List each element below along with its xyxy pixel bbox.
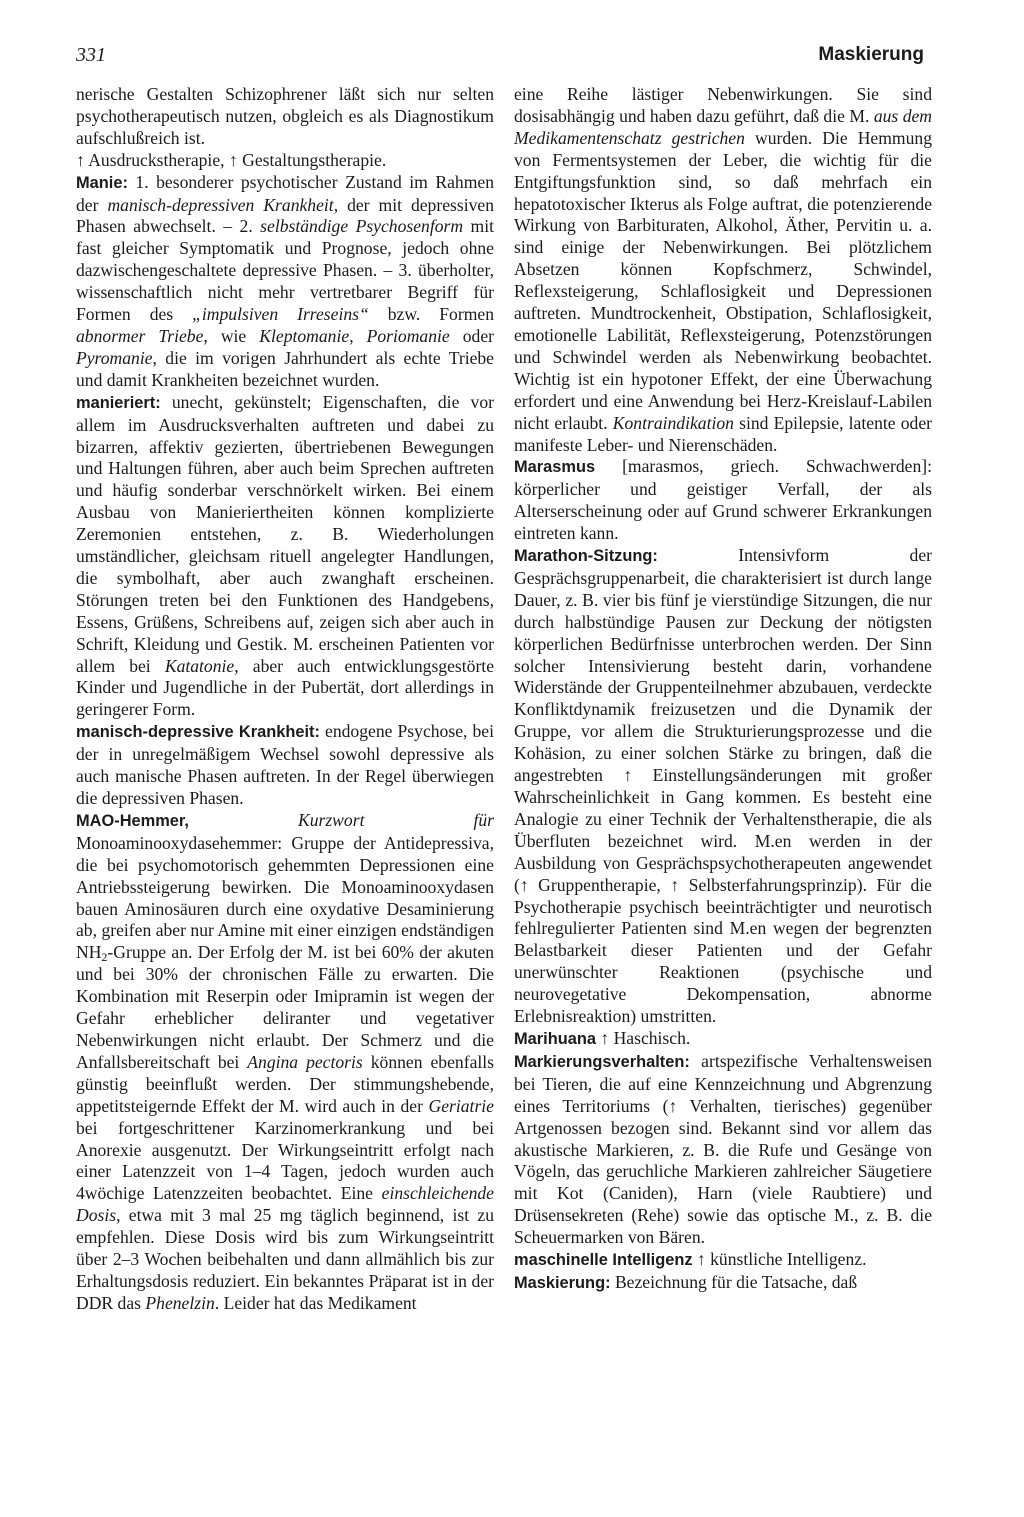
entry-term: Markierungsverhalten: (514, 1052, 690, 1071)
text: , wie (203, 325, 260, 346)
text: , die im vorigen Jahrhundert als echte Triebe und damit Krankheiten bezeichnet wurden. (76, 347, 494, 390)
text: -Gruppe an. Der Erfolg der M. ist bei 60% der akuten und bei 30% der chronischen Fälle zu erwarten. Die Kombination mit Reserpin oder Imipramin ist wegen der Gefahr erheblicher deliranter und vegetativer Nebenwirkungen nicht erlaubt. Der Schmerz und die Anfallsbereitschaft bei (76, 942, 494, 1072)
text: unecht, gekünstelt; Eigenschaften, die vor allem im Ausdrucksverhalten auftreten und dabei zu bizarren, affektiv gezierten, übertriebenen Bewegungen und Haltungen führen, aber auch beim Sprechen auftreten und häufig sonderbar verschnörkelt wirken. Bei einem Ausbau von Manieriertheiten können komplizierte Zeremonien entstehen, z. B. Wiederholungen umständlicher, gleichsam rituell angelegter Handlungen, die symbolhaft, aber auch zwanghaft erscheinen. Störungen treten bei den Funktionen des Handgebens, Essens, Grüßens, Schreibens auf, zeigen sich aber auch in Schrift, Kleidung und Gestik. M. erscheinen Patienten vor allem bei (76, 391, 494, 676)
entry-term: Maskierung: (514, 1273, 611, 1292)
entry-term: Marasmus (514, 458, 596, 477)
entry-term: maschinelle Intelligenz (514, 1251, 693, 1270)
entry-maschinelle-intelligenz (514, 1249, 932, 1272)
italic-text: Kurzwort für (188, 809, 494, 830)
text: ↑ Haschisch. (595, 1027, 691, 1048)
text: Monoaminooxydasehemmer: Gruppe der Antidepressiva, die bei psychomotorisch gehemmten Depressionen eine Antriebssteigerung bewirken. Die Monoaminooxydasen bauen Aminosäuren durch eine oxydative Desaminierung ab, greifen aber nur Amine mit einer einzigen endständigen NH (76, 832, 494, 963)
text: oder (449, 325, 494, 346)
entry-mao-hemmer (76, 810, 494, 1315)
italic-text: Phenelzin (145, 1292, 215, 1313)
continued-paragraph (76, 84, 494, 150)
text: bzw. Formen (368, 304, 494, 325)
text: bei fortgeschrittener Karzinomerkrankung und bei Anorexie ausgenutzt. Der Wirkungseintritt erfolgt nach einer Latenzzeit von 1–4 Tagen, jedoch wurden auch 4wöchige Latenzzeiten beobachtet. Eine (76, 1117, 494, 1204)
text: . Leider hat das Medikament (214, 1292, 417, 1313)
italic-text: manisch-depressiven Krankheit (107, 194, 334, 215)
entry-marihuana (514, 1028, 932, 1051)
text: artspezifische Verhaltensweisen bei Tieren, die auf eine Kennzeichnung und Abgrenzung eines Territoriums (↑ Verhalten, tierisches) gegenüber Artgenossen bezogen sind. Bekannt sind vor allem das akustische Markieren, z. B. die Rufe und Gesänge von Vögeln, das geruchliche Markieren zahlreicher Säugetiere mit Kot (Caniden), Harn (viele Raubtiere) und Drüsensekreten (Rehe) sowie das optische M., z. B. die Scheuermarken von Bären. (514, 1050, 932, 1248)
entry-marathon-sitzung (514, 545, 932, 1028)
entry-term: Marihuana (514, 1029, 596, 1048)
text: sind Epilepsie, latente oder manifeste Leber- und Nierenschäden. (514, 412, 932, 455)
entry-term: Manie: (76, 173, 128, 192)
entry-maskierung (514, 1272, 932, 1295)
text: 1. besonderer psychotischer Zustand im Rahmen der (76, 171, 494, 215)
running-head: Maskierung (818, 44, 924, 65)
entry-manie (76, 172, 494, 392)
text: [marasmos, griech. Schwachwerden]: körperlicher und geistiger Verfall, der als Alterserscheinung oder auf Grund schwerer Erkrankungen eintreten kann. (514, 456, 932, 544)
text: Intensivform der Gesprächsgruppenarbeit, die charakterisiert ist durch lange Dauer, z. B. vier bis fünf je vierstündige Sitzungen, die nur durch halbstündige Pausen zur Deckung der nötigsten körperlichen Bedürfnisse unterbrochen werden. Der Sinn solcher Intensivierung besteht darin, vorhandene Widerstände der Gruppenteilnehmer abzubauen, verdeckte Konfliktdynamik freizusetzen und die Dynamik der Gruppe, vor allem die Strukturierungsprozesse und die Kohäsion, zu einer solchen Stärke zu bringen, daß die angestrebten ↑ Einstellungsänderungen mit großer Wahrscheinlichkeit in Gang kommen. Es besteht eine Analogie zu einer Technik der Verhaltenstherapie, die als Überfluten bezeichnet wird. M.en werden in der Ausbildung von Gesprächspsychotherapeuten angewendet (↑ Gruppentherapie, ↑ Selbsterfahrungsprinzip). Für die Psychotherapie psychisch beeinträchtigter und neurotisch fehlregulierter Patienten sind M.en wegen der begrenzten Belastbarkeit dieser Patienten und der Gefahr unerwünschter Reaktionen (psychische und neurovegetative Dekompensation, abnorme Erlebnisreaktion) umstritten. (514, 545, 932, 1027)
page-number: 331 (76, 44, 106, 66)
entry-term: manisch-depressive Krankheit: (76, 723, 320, 742)
continued-paragraph (514, 84, 932, 456)
text: ↑ Ausdruckstherapie, ↑ Gestaltungstherapie. (76, 149, 387, 170)
text: nerische Gestalten Schizophrener läßt sich nur selten psychotherapeutisch nutzen, obgleich es als Diagnostikum aufschlußreich ist. (76, 84, 494, 148)
page-header (76, 44, 924, 74)
italic-text: Kontraindikation (612, 412, 734, 433)
italic-text: aus dem Medikamentenschatz gestrichen (514, 105, 933, 148)
entry-term: manieriert: (76, 393, 161, 412)
text: wurden. Die Hemmung von Fermentsystemen der Leber, die wichtig für die Entgiftungsfunktion sind, so daß mehrfach ein hepatotoxischer Ikterus als Folge auftrat, die potenzierende Wirkung von Barbituraten, Alkohol, Äther, Pervitin u. a. sind einige der Nebenwirkungen. Bei plötzlichem Absetzen können Kopfschmerz, Schwindel, Reflexsteigerung, Schlaflosigkeit und Depressionen auftreten. Mundtrockenheit, Obstipation, Schlaflosigkeit, emotionelle Labilität, Reflexsteigerung, Potenzstörungen und Schwindel werden als Nebenwirkung beobachtet. Wichtig ist ein hypotoner Effekt, der eine Überwachung erfordert und eine Anwendung bei Herz-Kreislauf-Labilen nicht erlaubt. (514, 127, 932, 433)
subscript: 2 (101, 950, 108, 965)
text: können ebenfalls günstig beeinflußt werden. Der stimmungshebende, appetitsteigernde Effekt der M. wird auch in der (76, 1051, 494, 1116)
text: , (349, 325, 367, 346)
italic-text: Kleptomanie (259, 325, 350, 346)
left-column (76, 84, 494, 1315)
text: mit fast gleicher Symptomatik und Prognose, jedoch ohne dazwischengeschaltete depressive Phasen. – 3. überholter, wissenschaftlich nicht mehr vertretbarer Begriff für Formen des (76, 216, 494, 325)
text: , aber auch entwicklungsgestörte Kinder und Jugendliche in der Pubertät, dort allerdings in geringerer Form. (76, 655, 495, 720)
entry-term: MAO-Hemmer, (76, 811, 189, 830)
italic-text: Poriomanie (366, 325, 450, 346)
italic-text: selbständige Psychosenform (260, 216, 464, 237)
entry-markierungsverhalten (514, 1051, 932, 1249)
entry-manisch-depressive-krankheit (76, 721, 494, 810)
cross-reference-line (76, 150, 494, 172)
text: Bezeichnung für die Tatsache, daß (610, 1271, 858, 1292)
italic-text: Pyromanie (76, 347, 153, 368)
entry-term: Marathon-Sitzung: (514, 547, 658, 566)
text: eine Reihe lästiger Nebenwirkungen. Sie sind dosisabhängig und haben dazu geführt, daß die M. (514, 84, 932, 126)
entry-marasmus (514, 456, 932, 545)
text: endogene Psychose, bei der in unregelmäßigem Wechsel sowohl depressive als auch manische Phasen auftreten. In der Regel überwiegen die depressiven Phasen. (76, 721, 494, 808)
text: , der mit depressiven Phasen abwechselt. – 2. (76, 194, 495, 237)
text: , etwa mit 3 mal 25 mg täglich beginnend, ist zu empfehlen. Diese Dosis wird bis zum Wirkungseintritt über 2–3 Wochen beibehalten und dann allmählich bis zur Erhaltungsdosis reduziert. Ein bekanntes Präparat ist in der DDR das (76, 1205, 494, 1313)
entry-manieriert (76, 392, 494, 722)
italic-text: „impulsiven Irreseins“ (192, 304, 369, 325)
italic-text: Katatonie (164, 655, 235, 676)
text: ↑ künstliche Intelligenz. (692, 1249, 867, 1270)
right-column (514, 84, 932, 1295)
italic-text: einschleichende Dosis (76, 1183, 494, 1226)
italic-text: Angina pectoris (247, 1051, 363, 1072)
italic-text: abnormer Triebe (76, 325, 204, 346)
italic-text: Geriatrie (428, 1095, 494, 1116)
